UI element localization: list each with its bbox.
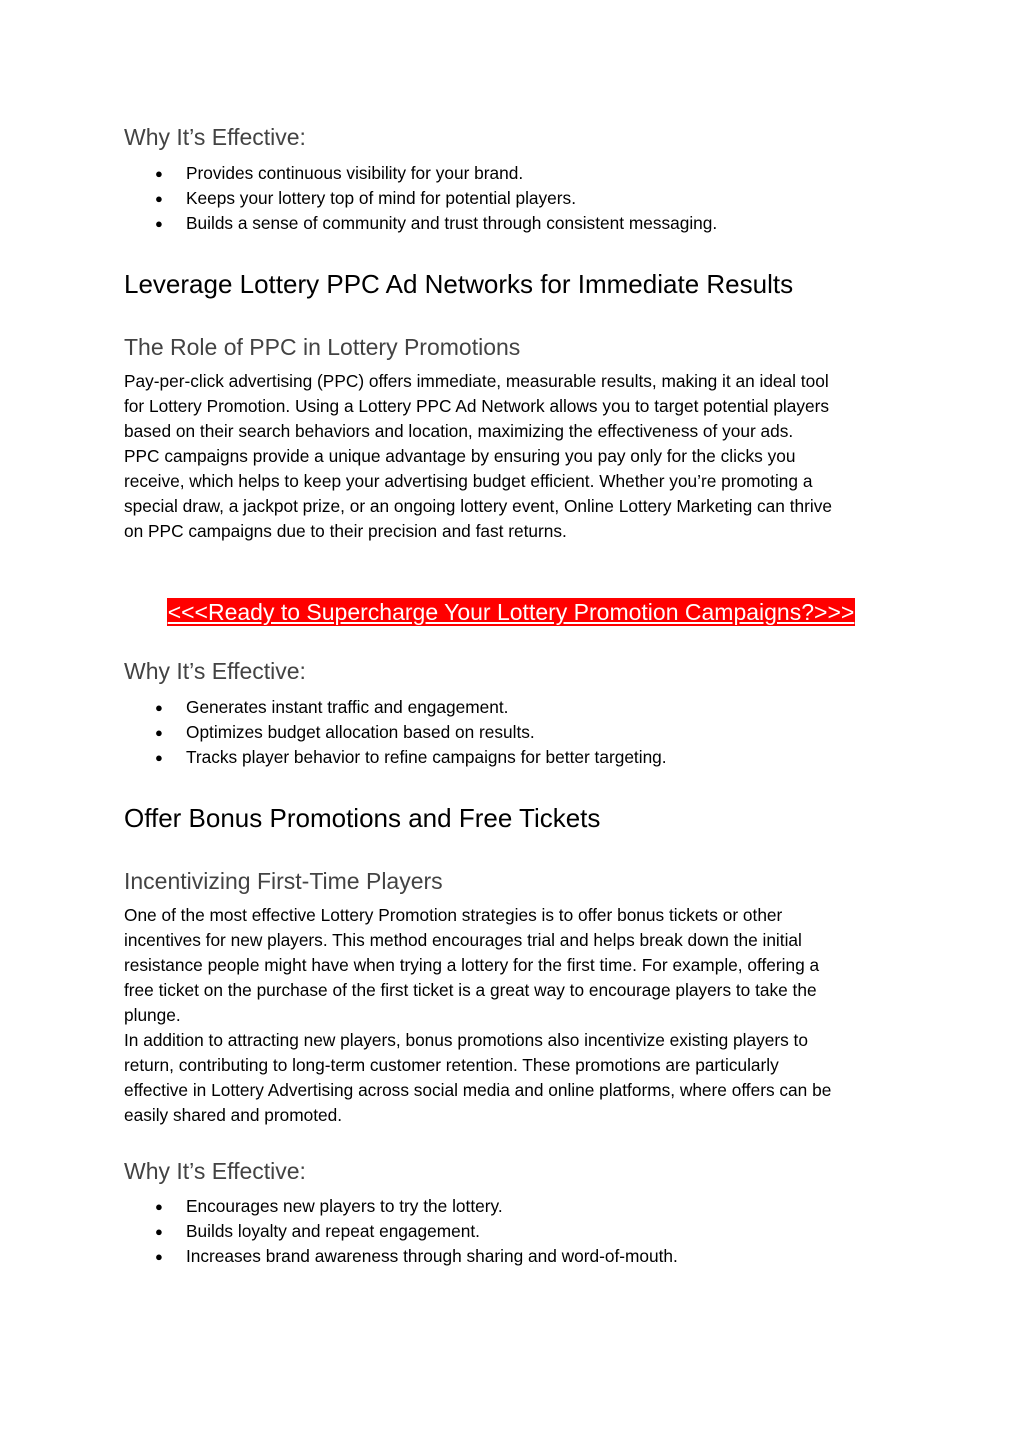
bullet-icon: ● <box>155 700 163 715</box>
list-item: ● Builds a sense of community and trust through consistent messaging. <box>124 211 717 236</box>
list-item: ● Keeps your lottery top of mind for potential players. <box>124 186 717 211</box>
list-item: ● Provides continuous visibility for your brand. <box>124 161 717 186</box>
list-item: ● Builds loyalty and repeat engagement. <box>124 1219 678 1244</box>
section-heading: Why It’s Effective: <box>124 658 306 684</box>
section-subheading: The Role of PPC in Lottery Promotions <box>124 334 521 360</box>
bullet-icon: ● <box>155 166 163 181</box>
bullet-icon: ● <box>155 1249 163 1264</box>
section-title: Offer Bonus Promotions and Free Tickets <box>124 803 601 833</box>
bullet-list <box>124 695 667 770</box>
bullet-list <box>124 1194 678 1269</box>
paragraph: Pay-per-click advertising (PPC) offers immediate, measurable results, making it an ideal tool for Lottery Promotion. Using a Lottery PPC Ad Network allows you to target potential players based on their search behaviors and location, maximizing the effectiveness of your ads. PPC campaigns provide a unique advantage by ensuring you pay only for the clicks you receive, which helps to keep your advertising budget efficient. Whether you’re promoting a special draw, a jackpot prize, or an ongoing lottery event, Online Lottery Marketing can thrive on PPC campaigns due to their precision and fast returns. <box>124 371 832 541</box>
section-heading: Why It’s Effective: <box>124 1158 306 1184</box>
section-subheading: Incentivizing First-Time Players <box>124 868 443 894</box>
section-heading: Why It’s Effective: <box>124 124 306 150</box>
list-item: ● Generates instant traffic and engagement. <box>124 695 667 720</box>
bullet-icon: ● <box>155 191 163 206</box>
bullet-list <box>124 161 717 236</box>
section-title: Leverage Lottery PPC Ad Networks for Immediate Results <box>124 269 794 299</box>
bullet-icon: ● <box>155 725 163 740</box>
bullet-icon: ● <box>155 1199 163 1214</box>
list-item: ● Encourages new players to try the lottery. <box>124 1194 678 1219</box>
list-item: ● Tracks player behavior to refine campaigns for better targeting. <box>124 745 667 770</box>
bullet-icon: ● <box>155 216 163 231</box>
bullet-icon: ● <box>155 1224 163 1239</box>
paragraph: One of the most effective Lottery Promotion strategies is to offer bonus tickets or other incentives for new players. This method encourages trial and helps break down the initial resistance people might have when trying a lottery for the first time. For example, offering a free ticket on the purchase of the first ticket is a great way to encourage players to take the plunge. In addition to attracting new players, bonus promotions also incentivize existing players to return, contributing to long-term customer retention. These promotions are particularly effective in Lottery Advertising across social media and online platforms, where offers can be easily shared and promoted. <box>124 905 832 1125</box>
list-item: ● Optimizes budget allocation based on results. <box>124 720 667 745</box>
cta-link[interactable]: <<<Ready to Supercharge Your Lottery Promotion Campaigns?>>> <box>167 599 855 625</box>
cta-container <box>124 598 898 626</box>
bullet-icon: ● <box>155 750 163 765</box>
list-item: ● Increases brand awareness through sharing and word-of-mouth. <box>124 1244 678 1269</box>
